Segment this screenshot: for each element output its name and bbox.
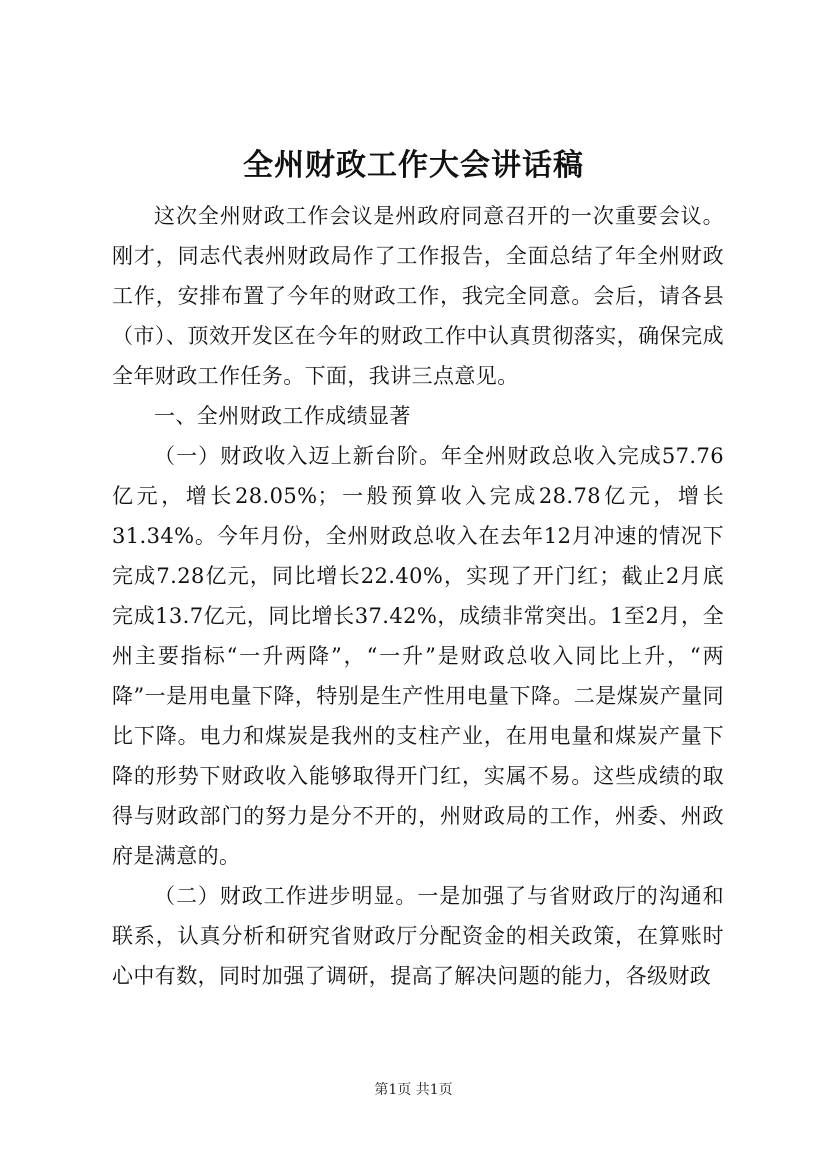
page-footer: 第1页 共1页	[374, 1082, 453, 1098]
section-heading-1: 一、全州财政工作成绩显著	[154, 404, 411, 428]
paragraph-intro: 这次全州财政工作会议是州政府同意召开的一次重要会议。刚才，同志代表州财政局作了工作报告，全面总结了年全州财政工作，安排布置了今年的财政工作，我完全同意。会后，请各县（市）、顶效开发区在今年的财政工作中认真贯彻落实，确保完成全年财政工作任务。下面，我讲三点意见。	[112, 204, 724, 388]
document-title: 全州财政工作大会讲话稿	[243, 148, 584, 183]
document-body	[112, 196, 724, 996]
paragraph-revenue: （一）财政收入迈上新台阶。年全州财政总收入完成57.76亿元，增长28.05%；一般预算收入完成28.78亿元，增长31.34%。今年月份，全州财政总收入在去年12月冲速的情况下完成7.28亿元，同比增长22.40%，实现了开门红；截止2月底完成13.7亿元，同比增长37.42%，成绩非常突出。1至2月，全州主要指标“一升两降”，“一升”是财政总收入同比上升，“两降”一是用电量下降，特别是生产性用电量下降。二是煤炭产量同比下降。电力和煤炭是我州的支柱产业，在用电量和煤炭产量下降的形势下财政收入能够取得开门红，实属不易。这些成绩的取得与财政部门的努力是分不开的，州财政局的工作，州委、州政府是满意的。	[112, 444, 724, 868]
paragraph-progress: （二）财政工作进步明显。一是加强了与省财政厅的沟通和联系，认真分析和研究省财政厅分配资金的相关政策，在算账时心中有数，同时加强了调研，提高了解决问题的能力，各级财政	[112, 884, 724, 988]
